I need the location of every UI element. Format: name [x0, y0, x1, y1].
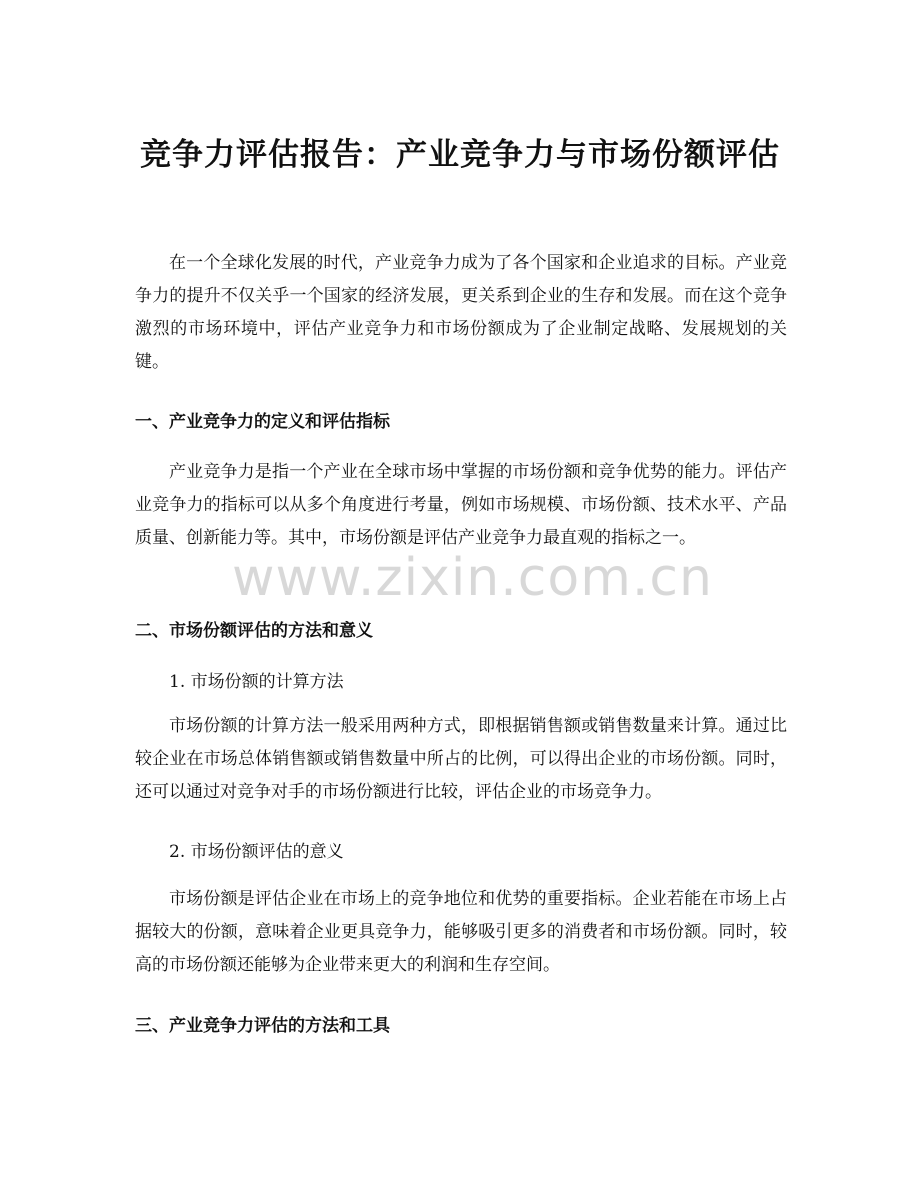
section-2-paragraph-1: 市场份额的计算方法一般采用两种方式，即根据销售额或销售数量来计算。通过比较企业在市场总体销售额或销售数量中所占的比例，可以得出企业的市场份额。同时，还可以通过对竞争对手的市场份额进行比较，评估企业的市场竞争力。 — [135, 716, 787, 802]
section-2-subheading-2: 2. 市场份额评估的意义 — [169, 842, 344, 862]
section-2-subheading-1: 1. 市场份额的计算方法 — [169, 672, 344, 692]
section-1-paragraph: 产业竞争力是指一个产业在全球市场中掌握的市场份额和竞争优势的能力。评估产业竞争力的指标可以从多个角度进行考量，例如市场规模、市场份额、技术水平、产品质量、创新能力等。其中，市场份额是评估产业竞争力最直观的指标之一。 — [135, 462, 787, 548]
section-2-heading: 二、市场份额评估的方法和意义 — [135, 621, 373, 641]
intro-paragraph: 在一个全球化发展的时代，产业竞争力成为了各个国家和企业追求的目标。产业竞争力的提升不仅关乎一个国家的经济发展，更关系到企业的生存和发展。而在这个竞争激烈的市场环境中，评估产业竞争力和市场份额成为了企业制定战略、发展规划的关键。 — [135, 253, 787, 372]
section-2-paragraph-2: 市场份额是评估企业在市场上的竞争地位和优势的重要指标。企业若能在市场上占据较大的份额，意味着企业更具竞争力，能够吸引更多的消费者和市场份额。同时，较高的市场份额还能够为企业带来更大的利润和生存空间。 — [135, 889, 787, 975]
section-3-heading: 三、产业竞争力评估的方法和工具 — [135, 1016, 390, 1036]
document-title: 竞争力评估报告：产业竞争力与市场份额评估 — [140, 136, 780, 173]
watermark: www.zixin.com.cn — [232, 548, 713, 608]
section-1-heading: 一、产业竞争力的定义和评估指标 — [135, 412, 390, 432]
